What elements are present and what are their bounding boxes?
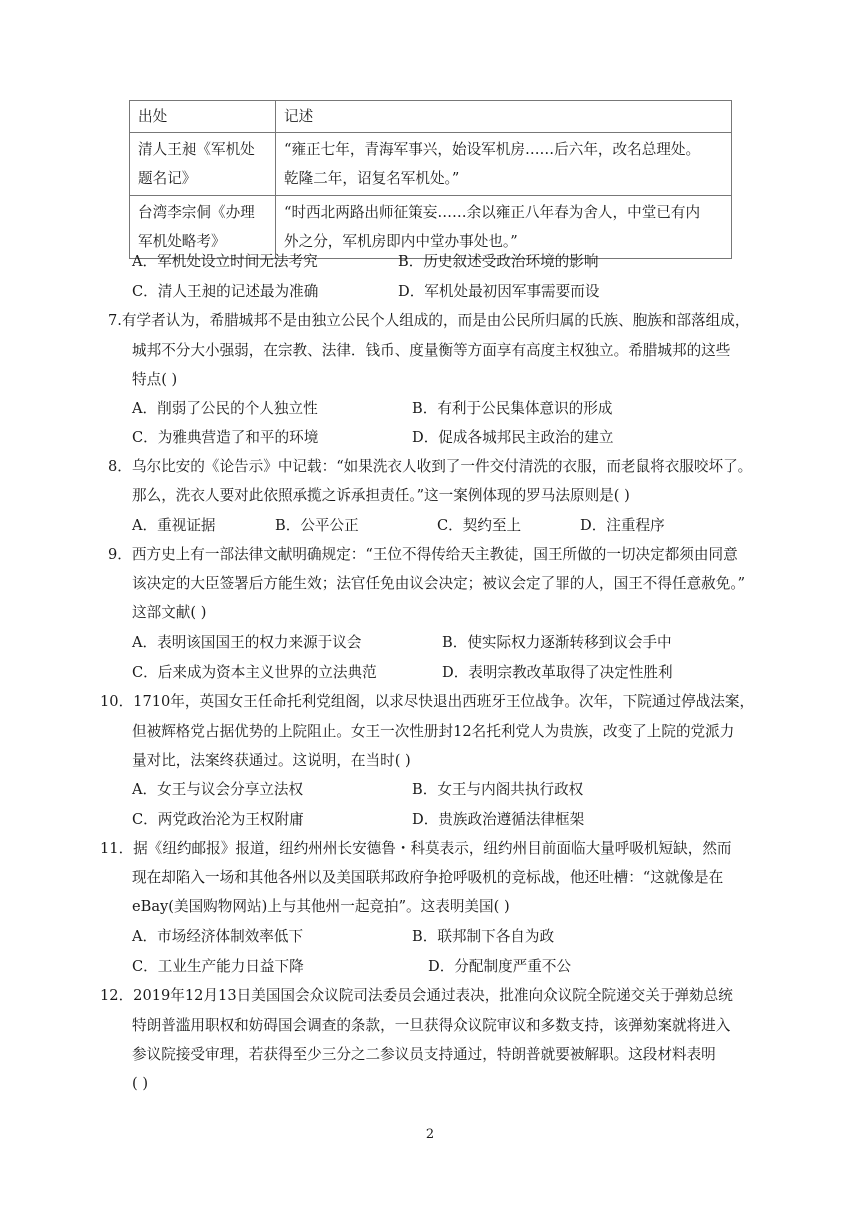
option-d[interactable]: D．贵族政治遵循法律框架 (412, 811, 585, 828)
cell-line: 外之分，军机房即内中堂办事处也。” (284, 233, 518, 250)
question-10-text: 量对比，法案终获通过。这说明，在当时( ) (132, 752, 411, 769)
table-header-cell: 出处 (130, 101, 276, 133)
option-b[interactable]: B．公平公正 (275, 517, 359, 534)
option-d[interactable]: D．表明宗教改革取得了决定性胜利 (442, 664, 673, 681)
option-d[interactable]: D．促成各城邦民主政治的建立 (412, 429, 614, 446)
question-7-text: 特点( ) (132, 371, 178, 388)
question-9-text: 这部文献( ) (132, 604, 207, 621)
question-9-text: 该决定的大臣签署后方能生效；法官任免由议会决定；被议会定了罪的人，国王不得任意赦免。” (132, 575, 746, 592)
question-12-text: 特朗普滥用职权和妨碍国会调查的条款，一旦获得众议院审议和多数支持，该弹劾案就将进入 (132, 1017, 731, 1034)
option-c[interactable]: C．为雅典营造了和平的环境 (132, 429, 319, 446)
cell-line: 乾隆二年，诏复名军机处。” (284, 170, 460, 187)
source-table (129, 100, 732, 259)
cell-line: “时西北两路出师征策妄……余以雍正八年春为舍人，中堂已有内 (284, 204, 701, 221)
cell-line: 清人王昶《军机处 (138, 141, 255, 158)
option-a[interactable]: A．重视证据 (132, 517, 216, 534)
option-c[interactable]: C．契约至上 (437, 517, 522, 534)
page-number: 2 (425, 1127, 435, 1142)
table-cell-source (130, 196, 276, 259)
question-11-text: eBay(美国购物网站)上与其他州一起竞拍”。这表明美国( ) (132, 898, 510, 915)
cell-line: 台湾李宗侗《办理 (138, 204, 255, 221)
option-b[interactable]: B．女王与内阁共执行政权 (412, 781, 584, 798)
question-9-text: 9．西方史上有一部法律文献明确规定：“王位不得传给天主教徒，国王所做的一切决定都须由同意 (108, 546, 738, 563)
option-d[interactable]: D．分配制度严重不公 (428, 958, 572, 975)
question-8-text: 8．乌尔比安的《论告示》中记载：“如果洗衣人收到了一件交付清洗的衣服，而老鼠将衣服咬坏了。 (108, 458, 753, 475)
table-cell-text (276, 133, 732, 196)
option-a[interactable]: A．女王与议会分享立法权 (132, 781, 304, 798)
option-b[interactable]: B．联邦制下各自为政 (412, 928, 555, 945)
question-10-text: 但被辉格党占据优势的上院阻止。女王一次性册封12名托利党人为贵族，改变了上院的党派力 (132, 723, 735, 740)
option-a[interactable]: A．削弱了公民的个人独立性 (132, 400, 318, 417)
question-12-text: ( ) (132, 1075, 149, 1092)
question-12-text: 12．2019年12月13日美国国会众议院司法委员会通过表决，批准向众议院全院递交关于弹劾总统 (100, 987, 733, 1004)
option-d[interactable]: D．军机处最初因军事需要而设 (398, 283, 600, 300)
table-cell-source (130, 133, 276, 196)
table-header-cell: 记述 (276, 101, 732, 133)
question-11-text: 11．据《纽约邮报》报道，纽约州州长安德鲁・科莫表示，纽约州目前面临大量呼吸机短缺，然而 (100, 840, 732, 857)
option-b[interactable]: B．历史叙述受政治环境的影响 (398, 253, 599, 270)
cell-line: 题名记》 (138, 170, 197, 187)
option-d[interactable]: D．注重程序 (580, 517, 665, 534)
option-a[interactable]: A．军机处设立时间无法考究 (132, 253, 318, 270)
question-10-text: 10．1710年，英国女王任命托利党组阁，以求尽快退出西班牙王位战争。次年，下院通过停战法案， (100, 693, 755, 710)
table-row (130, 133, 732, 196)
table-cell-text (276, 196, 732, 259)
question-7-text: 城邦不分大小强弱，在宗教、法律．钱币、度量衡等方面享有高度主权独立。希腊城邦的这些 (132, 342, 731, 359)
cell-line: “雍正七年，青海军事兴，始设军机房……后六年，改名总理处。 (284, 141, 701, 158)
option-c[interactable]: C．两党政治沦为王权附庸 (132, 811, 304, 828)
table-row (130, 196, 732, 259)
option-c[interactable]: C．后来成为资本主义世界的立法典范 (132, 664, 377, 681)
question-8-text: 那么，洗衣人要对此依照承揽之诉承担责任。”这一案例体现的罗马法原则是( ) (132, 487, 630, 504)
table-header-row (130, 101, 732, 133)
option-a[interactable]: A．表明该国国王的权力来源于议会 (132, 634, 362, 651)
option-c[interactable]: C．清人王昶的记述最为准确 (132, 283, 319, 300)
question-11-text: 现在却陷入一场和其他各州以及美国联邦政府争抢呼吸机的竞标战，他还吐槽：“这就像是在 (132, 869, 724, 886)
option-c[interactable]: C．工业生产能力日益下降 (132, 958, 304, 975)
cell-line: 军机处略考》 (138, 233, 226, 250)
option-b[interactable]: B．使实际权力逐渐转移到议会手中 (442, 634, 672, 651)
option-a[interactable]: A．市场经济体制效率低下 (132, 928, 304, 945)
option-b[interactable]: B．有利于公民集体意识的形成 (412, 400, 613, 417)
question-12-text: 参议院接受审理，若获得至少三分之二参议员支持通过，特朗普就要被解职。这段材料表明 (132, 1046, 716, 1063)
question-7-text: 7.有学者认为，希腊城邦不是由独立公民个人组成的，而是由公民所归属的氏族、胞族和部落组成， (108, 312, 750, 329)
